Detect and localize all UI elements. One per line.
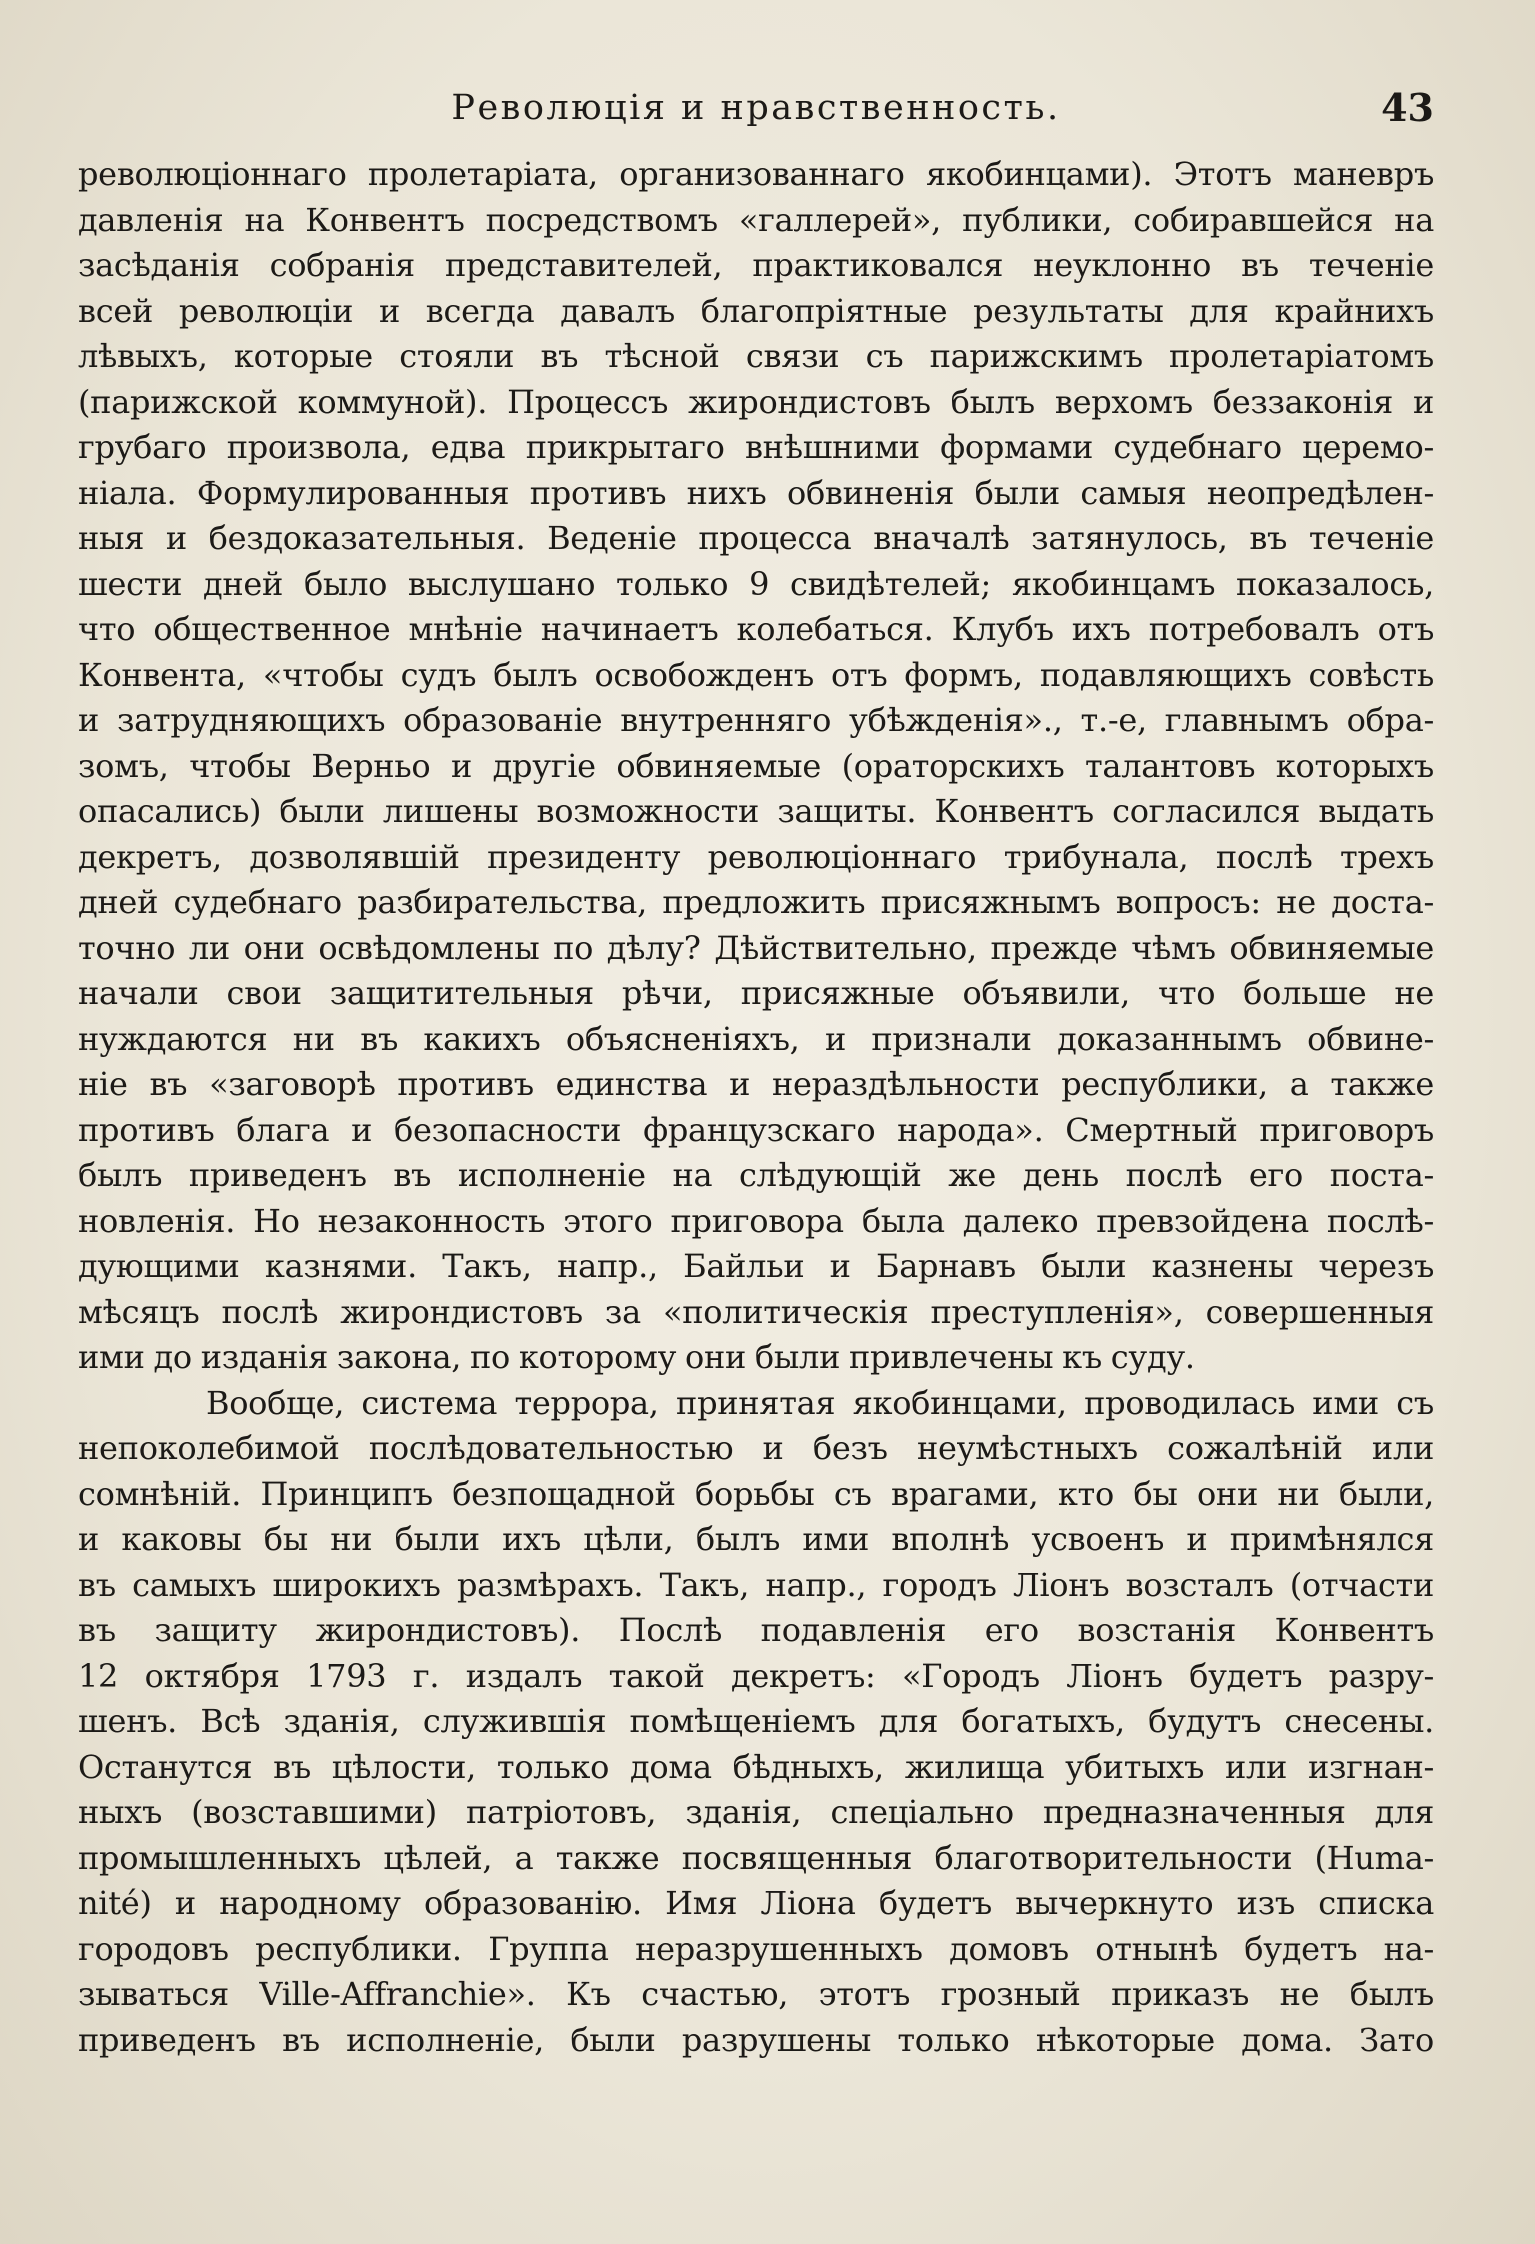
text-line: начали свои защитительныя рѣчи, присяжные объявили, что больше не xyxy=(78,974,1434,1012)
text-line: дней судебнаго разбирательства, предложить присяжнымъ вопросъ: не доста- xyxy=(78,883,1434,921)
text-line: городовъ республики. Группа неразрушенныхъ домовъ отнынѣ будетъ на- xyxy=(78,1929,1434,1968)
page-header xyxy=(78,78,1434,138)
text-line: зомъ, чтобы Верньо и другіе обвиняемые (ораторскихъ талантовъ которыхъ xyxy=(78,746,1434,785)
text-line: ими до изданія закона, по которому они были привлечены къ суду. xyxy=(78,1338,1195,1376)
page-number: 43 xyxy=(1381,85,1434,130)
text-line: давленія на Конвентъ посредствомъ «галлерей», публики, собиравшейся на xyxy=(78,200,1434,239)
body-text xyxy=(78,152,1434,2063)
text-line: ніе въ «заговорѣ противъ единства и нераздѣльности республики, а также xyxy=(78,1065,1434,1103)
text-line: ніала. Формулированныя противъ нихъ обвиненія были самыя неопредѣлен- xyxy=(78,473,1434,512)
text-line: ныхъ (возставшими) патріотовъ, зданія, спеціально предназначенныя для xyxy=(78,1793,1434,1831)
text-line: и затрудняющихъ образованіе внутренняго убѣжденія»., т.-е, главнымъ обра- xyxy=(78,701,1434,739)
text-line: (парижской коммуной). Процессъ жирондистовъ былъ верхомъ беззаконія и xyxy=(78,382,1434,421)
text-line: опасались) были лишены возможности защиты. Конвентъ согласился выдать xyxy=(78,792,1434,830)
text-line: революціоннаго пролетаріата, организованнаго якобинцами). Этотъ маневръ xyxy=(78,155,1434,193)
text-line: декретъ, дозволявшій президенту революціоннаго трибунала, послѣ трехъ xyxy=(78,837,1434,876)
text-line: шести дней было выслушано только 9 свидѣтелей; якобинцамъ показалось, xyxy=(78,564,1434,603)
text-line: зываться Ville-Affranchie». Къ счастью, этотъ грозный приказъ не былъ xyxy=(78,1975,1434,2013)
text-line: промышленныхъ цѣлей, а также посвященныя благотворительности (Huma- xyxy=(78,1838,1434,1877)
text-line: былъ приведенъ въ исполненіе на слѣдующій же день послѣ его поста- xyxy=(78,1156,1434,1194)
text-line: и каковы бы ни были ихъ цѣли, былъ ими вполнѣ усвоенъ и примѣнялся xyxy=(78,1520,1434,1558)
text-line: что общественное мнѣніе начинаетъ колебаться. Клубъ ихъ потребовалъ отъ xyxy=(78,610,1434,648)
paragraph-1 xyxy=(78,152,1434,1381)
text-line: грубаго произвола, едва прикрытаго внѣшними формами судебнаго церемо- xyxy=(78,428,1434,466)
text-line: нуждаются ни въ какихъ объясненіяхъ, и признали доказаннымъ обвине- xyxy=(78,1019,1434,1058)
text-line: точно ли они освѣдомлены по дѣлу? Дѣйствительно, прежде чѣмъ обвиняемые xyxy=(78,928,1434,967)
text-line: непоколебимой послѣдовательностью и безъ неумѣстныхъ сожалѣній или xyxy=(78,1429,1434,1467)
text-line: Останутся въ цѣлости, только дома бѣдныхъ, жилища убитыхъ или изгнан- xyxy=(78,1747,1434,1786)
text-line: лѣвыхъ, которые стояли въ тѣсной связи съ парижскимъ пролетаріатомъ xyxy=(78,337,1434,375)
text-line: nité) и народному образованію. Имя Ліона будетъ вычеркнуто изъ списка xyxy=(78,1884,1434,1922)
text-line: приведенъ въ исполненіе, были разрушены только нѣкоторые дома. Зато xyxy=(78,2020,1434,2059)
text-line: дующими казнями. Такъ, напр., Байльи и Барнавъ были казнены черезъ xyxy=(78,1247,1434,1285)
text-line: шенъ. Всѣ зданія, служившія помѣщеніемъ для богатыхъ, будутъ снесены. xyxy=(78,1702,1434,1740)
text-line: Конвента, «чтобы судъ былъ освобожденъ отъ формъ, подавляющихъ совѣсть xyxy=(78,655,1434,694)
text-line: 12 октября 1793 г. издалъ такой декретъ: «Городъ Ліонъ будетъ разру- xyxy=(78,1656,1434,1695)
text-line: въ защиту жирондистовъ). Послѣ подавленія его возстанія Конвентъ xyxy=(78,1611,1434,1649)
text-line: Вообще, система террора, принятая якобинцами, проводилась ими съ xyxy=(206,1383,1434,1422)
text-line: сомнѣній. Принципъ безпощадной борьбы съ врагами, кто бы они ни были, xyxy=(78,1474,1434,1513)
paragraph-2 xyxy=(78,1381,1434,2064)
text-line: мѣсяцъ послѣ жирондистовъ за «политическія преступленія», совершенныя xyxy=(78,1292,1434,1331)
text-line: всей революціи и всегда давалъ благопріятные результаты для крайнихъ xyxy=(78,291,1434,330)
text-line: противъ блага и безопасности французскаго народа». Смертный приговоръ xyxy=(78,1110,1434,1149)
text-line: засѣданія собранія представителей, практиковался неуклонно въ теченіе xyxy=(78,246,1434,284)
running-title: Революція и нравственность. xyxy=(451,88,1061,128)
text-line: ныя и бездоказательныя. Веденіе процесса вначалѣ затянулось, въ теченіе xyxy=(78,519,1434,557)
text-line: новленія. Но незаконность этого приговора была далеко превзойдена послѣ- xyxy=(78,1201,1434,1240)
text-line: въ самыхъ широкихъ размѣрахъ. Такъ, напр., городъ Ліонъ возсталъ (отчасти xyxy=(78,1565,1434,1604)
